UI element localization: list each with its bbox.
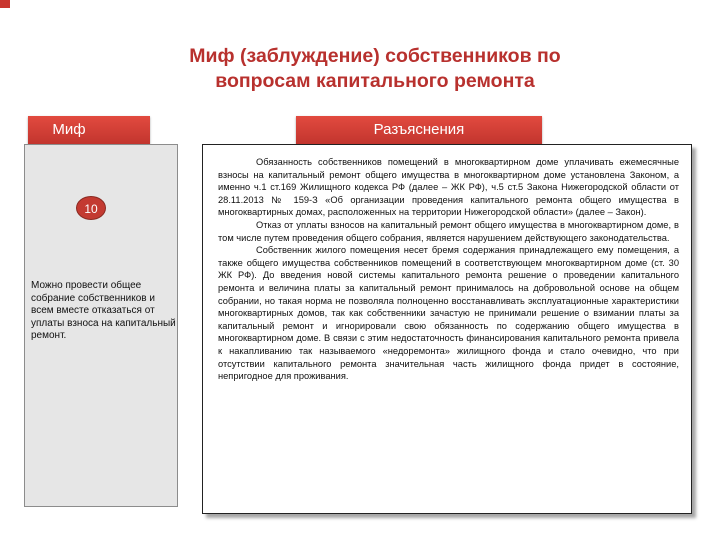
myth-tab: Миф (28, 116, 150, 144)
explanation-body (218, 156, 679, 383)
explanation-tab: Разъяснения (296, 116, 542, 144)
slide-title (90, 44, 660, 94)
explanation-paragraph: Обязанность собственников помещений в многоквартирном доме уплачивать ежемесячные взносы на капитальный ремонт общего имущества в многоквартирном доме установлена Законом, а именно ч.1 ст.169 Жилищного кодекса РФ (далее – ЖК РФ), ч.5 ст.5 Закона Нижегородской области от 28.11.2013 № 159-З «Об организации проведения капитального ремонта общего имущества в многоквартирных домах, расположенных на территории Нижегородской области» (далее – Закон). (218, 157, 679, 218)
myth-number-badge: 10 (76, 196, 106, 220)
explanation-paragraph: Собственник жилого помещения несет бремя содержания принадлежащего ему помещения, а также общего имущества собственников помещений в соответствующем многоквартирном доме (ст. 30 ЖК РФ). До введения новой системы капитального ремонта решение о проведении капитального ремонта и величина платы за капитальный ремонт принималось на добровольной основе на общем собрании, но такая норма не позволяла полноценно восстанавливать эксплуатационные характеристики многоквартирных домов, так как собственники зачастую не принимали решение о взимании платы за капитальный ремонт и игнорировали свою обязанность по содержанию общего имущества в многоквартирном доме. В связи с этим недостаточность финансирования капитального ремонта привела к накапливанию так называемого «недоремонта» жилищного фонда и стало очевидно, что при отсутствии капитального ремонта значительная часть жилищного фонда придет в состояние, непригодное для проживания. (218, 245, 679, 382)
corner-accent (0, 0, 10, 8)
myth-statement: Можно провести общее собрание собственников и всем вместе отказаться от уплаты взноса на капитальный ремонт. (31, 280, 176, 342)
explanation-paragraph: Отказ от уплаты взносов на капитальный ремонт общего имущества в многоквартирном доме, в том числе путем проведения общего собрания, является нарушением действующего законодательства. (218, 219, 679, 243)
slide-title-line-1: Миф (заблуждение) собственников по (189, 45, 561, 67)
slide-title-line-2: вопросам капитального ремонта (215, 70, 535, 92)
